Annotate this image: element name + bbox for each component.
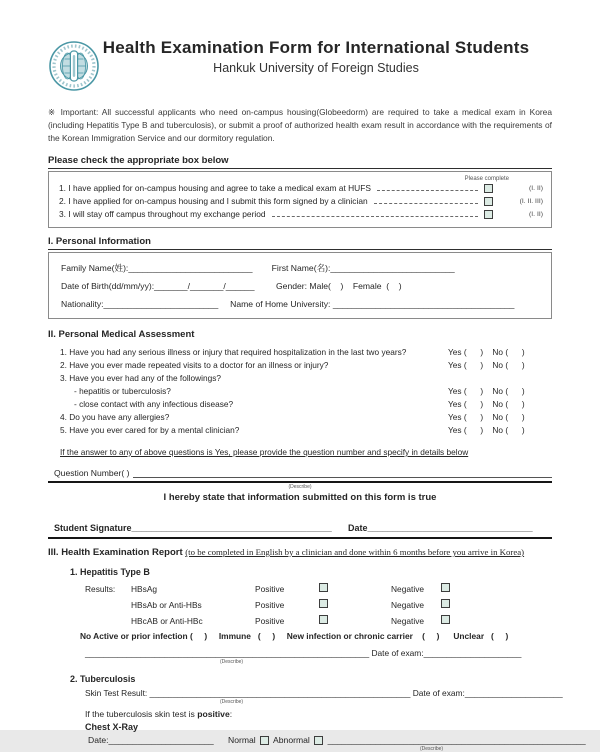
roman-tag: (I. II) [529, 211, 543, 218]
nationality-university-fields[interactable]: Nationality:________________________ Name of Home University: ______________________________________ [61, 299, 515, 309]
truth-statement: I hereby state that information submitted on this form is true [163, 492, 437, 503]
describe-label: (Describe) [420, 746, 444, 752]
positive-instruction [85, 709, 552, 719]
negative-checkbox[interactable] [441, 615, 450, 624]
check-option-label: 3. I will stay off campus throughout my exchange period [59, 209, 266, 219]
skin-test-blank[interactable]: ________________________________________________________ [149, 688, 411, 698]
yes-no-field[interactable]: Yes ( ) No ( ) [448, 412, 525, 422]
positive-checkbox[interactable] [319, 615, 328, 624]
check-option-row [59, 182, 543, 195]
page-subtitle: Hankuk University of Foreign Studies [213, 61, 419, 75]
describe-label: (Describe) [288, 484, 312, 490]
divider [48, 481, 552, 483]
personal-info-heading: I. Personal Information [48, 236, 552, 250]
question-row [60, 424, 552, 437]
normal-label: Normal [228, 735, 259, 745]
hepatitis-summary-options[interactable]: No Active or prior infection ( ) Immune ( ) New infection or chronic carrier ( ) Unclear ( ) [80, 631, 509, 641]
signature-row [48, 523, 552, 533]
chest-xray-heading: Chest X-Ray [85, 722, 139, 732]
report-heading [48, 547, 552, 558]
question-number-row [48, 468, 552, 478]
page-title: Health Examination Form for International Students [102, 38, 530, 57]
answer-line[interactable] [133, 468, 552, 478]
form-titles [100, 38, 552, 75]
question-text: 4. Do you have any allergies? [60, 412, 170, 422]
question-text: 3. Have you ever had any of the followings? [60, 373, 221, 383]
check-section-heading: Please check the appropriate box below [48, 155, 552, 169]
question-row [60, 372, 552, 385]
dotted-leader [377, 186, 478, 191]
question-row [60, 398, 552, 411]
assessment-questions [60, 346, 552, 437]
xray-describe-blank[interactable]: ______________________________________________________ [325, 735, 586, 745]
results-label: Results: [85, 583, 116, 594]
negative-label: Negative [391, 599, 425, 610]
hepatitis-heading: 1. Hepatitis Type B [70, 567, 150, 577]
positive-label: Positive [255, 583, 285, 594]
question-text: 1. Have you had any serious illness or injury that required hospitalization in the last two years? [60, 347, 407, 357]
positive-label: Positive [255, 599, 285, 610]
describe-blank[interactable]: _____________________________________________________________ [85, 648, 370, 658]
hepatitis-results-table [85, 581, 552, 629]
test-name: HBcAB or Anti-HBc [131, 615, 203, 626]
negative-label: Negative [391, 583, 425, 594]
checkbox[interactable] [484, 210, 493, 219]
positive-instruction-text: If the tuberculosis skin test is [85, 709, 198, 719]
yes-no-field[interactable]: Yes ( ) No ( ) [448, 347, 525, 357]
describe-label: (Describe) [220, 659, 244, 665]
assessment-heading: II. Personal Medical Assessment [48, 329, 195, 340]
question-row [60, 411, 552, 424]
xray-date-field[interactable]: Date:______________________ [88, 735, 229, 745]
dotted-leader [272, 212, 478, 217]
report-heading-note: (to be completed in English by a clinician and done within 6 months before you arrive in Korea) [185, 547, 525, 557]
checkbox[interactable] [484, 197, 493, 206]
question-row [60, 385, 552, 398]
important-notice: ※ Important: All successful applicants who need on-campus housing(Globeedorm) are required to take a medical exam in Korea (including Hepatitis Type B and tuberculosis), or submit a proof of authorized health exam result in accordance with the requirements of the Korean Immigration Service and our dormitory regulation. [48, 107, 552, 143]
roman-tag: (I. II) [529, 185, 543, 192]
positive-word: positive [197, 709, 230, 719]
date-of-exam-blank[interactable]: _____________________ [464, 688, 563, 698]
positive-instruction-colon: : [229, 709, 233, 719]
divider [48, 537, 552, 539]
hepatitis-describe-line [85, 648, 552, 658]
positive-label: Positive [255, 615, 285, 626]
date-of-exam-blank[interactable]: _____________________ [423, 648, 522, 658]
check-option-row [59, 208, 543, 221]
question-text: 2. Have you ever made repeated visits to a doctor for an illness or injury? [60, 360, 329, 370]
yes-details-note: If the answer to any of above questions is Yes, please provide the question number and specify in details below [60, 447, 469, 457]
test-name: HBsAg [131, 583, 158, 594]
yes-no-field[interactable]: Yes ( ) No ( ) [448, 425, 525, 435]
question-text: - close contact with any infectious disease? [74, 399, 234, 409]
question-text: - hepatitis or tuberculosis? [74, 386, 171, 396]
skin-test-label: Skin Test Result: [85, 688, 150, 698]
roman-tag: (I. II. III) [519, 198, 543, 205]
check-option-row [59, 195, 543, 208]
form-header [48, 38, 552, 92]
date-field[interactable]: Date_________________________________ [348, 523, 533, 533]
tuberculosis-heading: 2. Tuberculosis [70, 674, 136, 684]
question-number-field[interactable]: Question Number( ) [54, 468, 130, 478]
question-row [60, 359, 552, 372]
yes-no-field[interactable]: Yes ( ) No ( ) [448, 399, 525, 409]
yes-no-field[interactable]: Yes ( ) No ( ) [448, 360, 525, 370]
birth-gender-fields[interactable]: Date of Birth(dd/mm/yy):_______/_______/______ Gender: Male( ) Female ( ) [61, 281, 402, 291]
abnormal-label: Abnormal [271, 735, 313, 745]
university-seal-logo [48, 40, 100, 92]
positive-checkbox[interactable] [319, 599, 328, 608]
normal-checkbox[interactable] [260, 736, 269, 745]
question-row [60, 346, 552, 359]
test-name: HBsAb or Anti-HBs [131, 599, 202, 610]
skin-test-line [85, 688, 563, 698]
negative-label: Negative [391, 615, 425, 626]
date-of-exam-label: Date of exam: [410, 688, 465, 698]
positive-checkbox[interactable] [319, 583, 328, 592]
dotted-leader [374, 199, 478, 204]
abnormal-checkbox[interactable] [314, 736, 323, 745]
check-option-label: 1. I have applied for on-campus housing and agree to take a medical exam at HUFS [59, 183, 371, 193]
negative-checkbox[interactable] [441, 583, 450, 592]
student-signature-field[interactable]: Student Signature________________________________________ [54, 523, 332, 533]
report-heading-title: III. Health Examination Report [48, 547, 186, 558]
date-of-exam-label: Date of exam: [369, 648, 424, 658]
check-option-label: 2. I have applied for on-campus housing and I submit this form signed by a clinician [59, 196, 368, 206]
question-text: 5. Have you ever cared for by a mental clinician? [60, 425, 240, 435]
describe-label: (Describe) [220, 699, 244, 705]
yes-no-field[interactable]: Yes ( ) No ( ) [448, 386, 525, 396]
personal-info-box [48, 252, 552, 319]
name-fields[interactable]: Family Name(姓):__________________________ First Name(名):__________________________ [61, 263, 455, 273]
please-complete-note: Please complete [464, 176, 509, 182]
check-section-box [48, 171, 552, 228]
checkbox[interactable] [484, 184, 493, 193]
negative-checkbox[interactable] [441, 599, 450, 608]
xray-date-row [88, 735, 586, 745]
